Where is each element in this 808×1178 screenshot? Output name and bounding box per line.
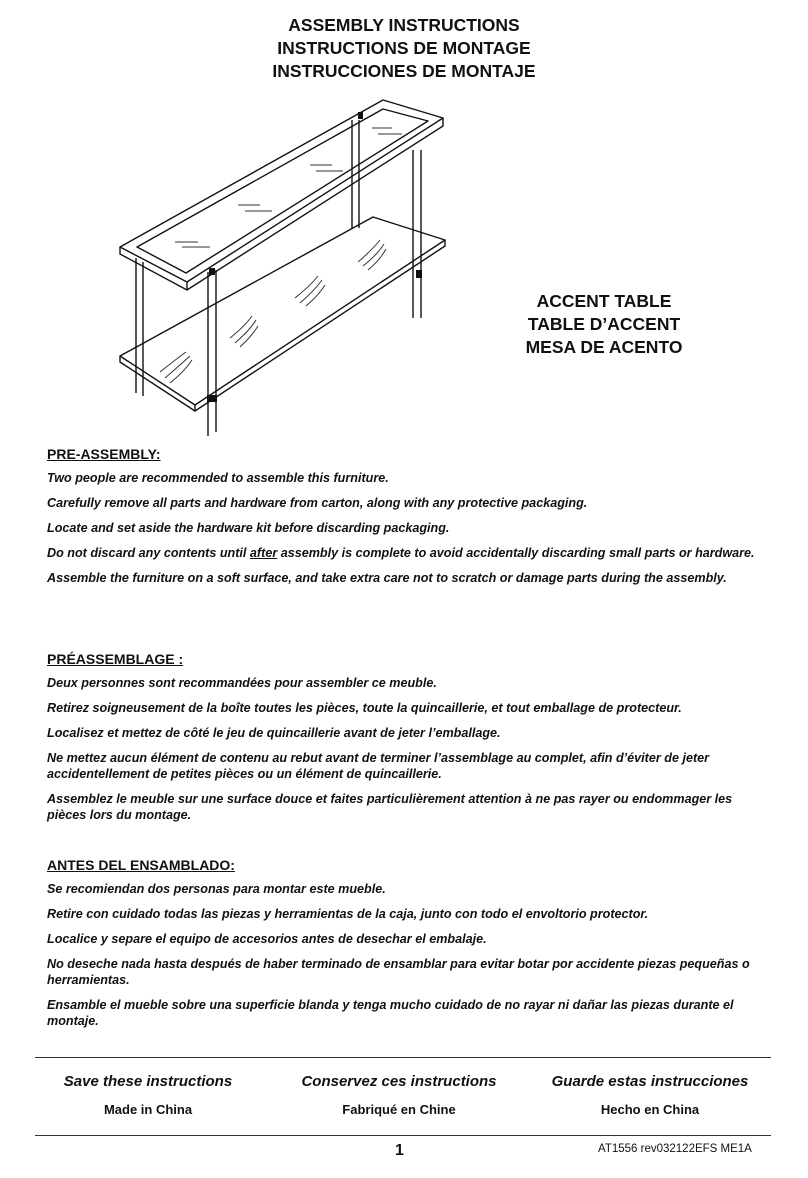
product-name-fr: TABLE D’ACCENT — [527, 314, 681, 334]
instruction-item: Retirez soigneusement de la boîte toutes les pièces, toute la quincaillerie, et tout emballage de protecteur. — [47, 701, 682, 715]
instruction-item: Deux personnes sont recommandées pour assembler ce meuble. — [47, 676, 437, 690]
product-name-es: MESA DE ACENTO — [525, 337, 683, 357]
instruction-text: Do not discard any contents until — [47, 546, 250, 560]
instruction-text: assembly is complete to avoid accidentally discarding small parts or hardware. — [277, 546, 755, 560]
footer-bottom-divider — [35, 1135, 771, 1136]
accent-table-illustration — [115, 92, 455, 442]
footer-col-fr — [274, 1073, 524, 1117]
instruction-item: Se recomiendan dos personas para montar este mueble. — [47, 882, 386, 896]
instruction-item: Localice y separe el equipo de accesorios antes de desechar el embalaje. — [47, 932, 487, 946]
title-fr: INSTRUCTIONS DE MONTAGE — [277, 38, 531, 58]
product-name-en: ACCENT TABLE — [536, 291, 672, 311]
page-number: 1 — [395, 1142, 404, 1159]
footer-col-es — [525, 1073, 775, 1117]
section-title: PRÉASSEMBLAGE : — [47, 651, 184, 667]
instruction-item: Retire con cuidado todas las piezas y herramientas de la caja, junto con todo el envoltorio protector. — [47, 907, 649, 921]
pre-assembly-section-en — [47, 446, 762, 595]
section-title: PRE-ASSEMBLY: — [47, 446, 161, 462]
document-code: AT1556 rev032122EFS ME1A — [598, 1143, 752, 1155]
footer-col-en — [23, 1073, 273, 1117]
instruction-item: Ne mettez aucun élément de contenu au rebut avant de terminer l’assemblage au complet, afin d’éviter de jeter accidentellement de petites pièces ou un élément de quincaillerie. — [47, 751, 710, 781]
pre-assembly-section-fr — [47, 651, 762, 832]
title-es: INSTRUCCIONES DE MONTAJE — [272, 61, 536, 81]
instruction-item — [47, 545, 762, 561]
section-title: ANTES DEL ENSAMBLADO: — [47, 857, 235, 873]
save-instructions-es: Guarde estas instrucciones — [551, 1073, 749, 1090]
instruction-item: Assemble the furniture on a soft surface, and take extra care not to scratch or damage parts during the assembly. — [47, 571, 727, 585]
instruction-item: Locate and set aside the hardware kit before discarding packaging. — [47, 521, 450, 535]
document-title — [0, 14, 808, 83]
instruction-item: Two people are recommended to assemble this furniture. — [47, 471, 389, 485]
instruction-item: Carefully remove all parts and hardware from carton, along with any protective packaging. — [47, 496, 588, 510]
instruction-item: No deseche nada hasta después de haber terminado de ensamblar para evitar botar por accidente piezas pequeñas o herramientas. — [47, 957, 750, 987]
save-instructions-en: Save these instructions — [63, 1073, 233, 1090]
pre-assembly-section-es — [47, 857, 762, 1038]
instruction-item: Assemblez le meuble sur une surface douce et faites particulièrement attention à ne pas rayer ou endommager les pièces lors du montage. — [47, 792, 733, 822]
made-in-es: Hecho en China — [600, 1102, 700, 1117]
instruction-item: Localisez et mettez de côté le jeu de quincaillerie avant de jeter l’emballage. — [47, 726, 501, 740]
footer-top-divider — [35, 1057, 771, 1058]
made-in-fr: Fabriqué en Chine — [342, 1102, 456, 1117]
title-en: ASSEMBLY INSTRUCTIONS — [288, 15, 520, 35]
instruction-emphasis: after — [249, 546, 278, 560]
save-instructions-fr: Conservez ces instructions — [301, 1073, 497, 1090]
product-name — [500, 290, 708, 359]
made-in-en: Made in China — [103, 1102, 193, 1117]
instruction-item: Ensamble el mueble sobre una superficie blanda y tenga mucho cuidado de no rayar ni dañar las piezas durante el montaje. — [47, 998, 734, 1028]
